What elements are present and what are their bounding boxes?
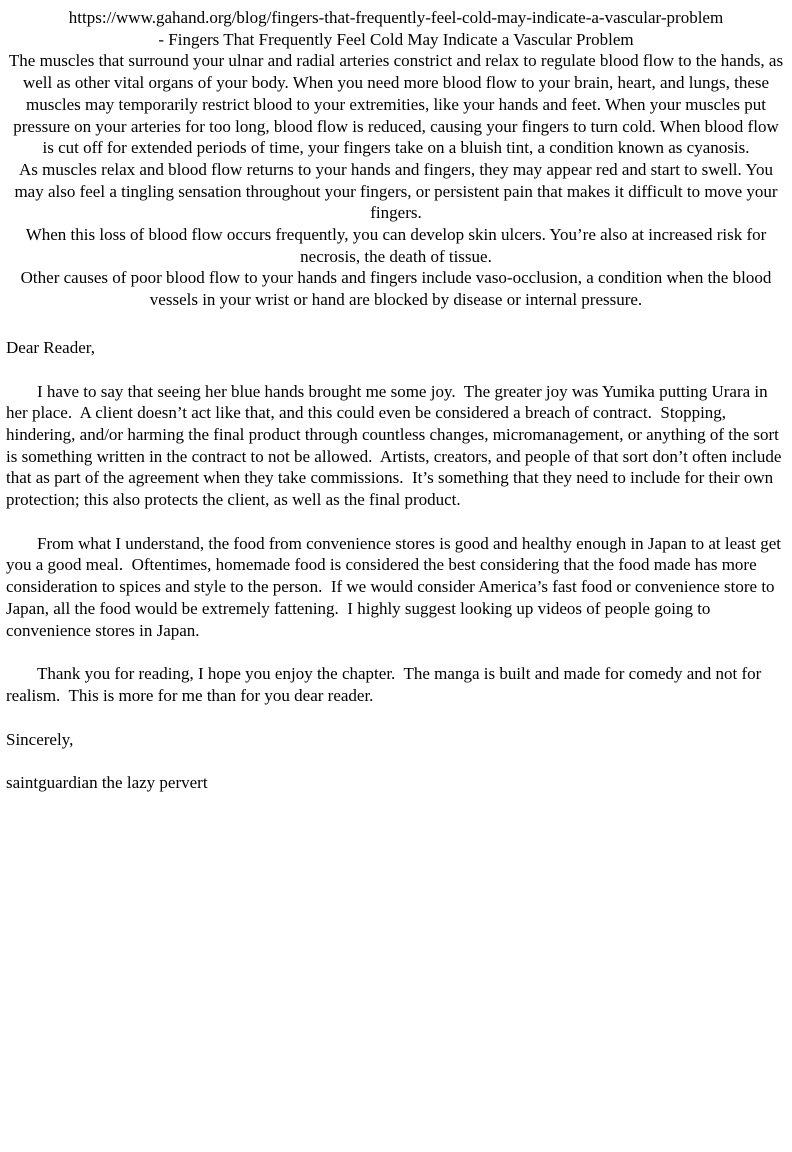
letter-paragraph: Thank you for reading, I hope you enjoy the chapter. The manga is built and made for comedy and not for realism. This is more for me than for you dear reader. — [6, 664, 766, 705]
article-url: https://www.gahand.org/blog/fingers-that-frequently-feel-cold-may-indicate-a-vascular-problem — [68, 8, 724, 27]
article-title: - Fingers That Frequently Feel Cold May Indicate a Vascular Problem — [158, 29, 634, 49]
article-paragraph: As muscles relax and blood flow returns to your hands and fingers, they may appear red and start to swell. You may also feel a tingling sensation throughout your fingers, or persistent pain that makes it difficult to move your fingers. — [14, 159, 778, 223]
letter-paragraph: From what I understand, the food from convenience stores is good and healthy enough in Japan to at least get you a good meal. Oftentimes, homemade food is considered the best considering that the food made has more consideration to spices and style to the person. If we would consider America’s fast food or convenience store to Japan, all the food would be extremely fattening. I highly suggest looking up videos of people going to convenience stores in Japan. — [6, 533, 786, 640]
letter-salutation: Dear Reader, — [6, 337, 95, 357]
author-note-letter — [6, 337, 786, 794]
letter-closing: Sincerely, — [6, 729, 74, 749]
article-paragraph: The muscles that surround your ulnar and radial arteries constrict and relax to regulate blood flow to the hands, as well as other vital organs of your body. When you need more blood flow to your brain, heart, and lungs, these muscles may temporarily restrict blood to your extremities, like your hands and feet. When your muscles put pressure on your arteries for too long, blood flow is reduced, causing your fingers to turn cold. When blood flow is cut off for extended periods of time, your fingers take on a bluish tint, a condition known as cyanosis. — [8, 51, 784, 158]
article-paragraph: When this loss of blood flow occurs frequently, you can develop skin ulcers. You’re also at increased risk for necrosis, the death of tissue. — [25, 225, 767, 266]
article-excerpt — [6, 7, 786, 311]
letter-paragraph: I have to say that seeing her blue hands brought me some joy. The greater joy was Yumika putting Urara in her place. A client doesn’t act like that, and this could even be considered a breach of contract. Stopping, hindering, and/or harming the final product through countless changes, micromanagement, or anything of the sort is something written in the contract to not be allowed. Artists, creators, and people of that sort don’t often include that as part of the agreement when they take commissions. It’s something that they need to include for their own protection; this also protects the client, as well as the final product. — [6, 381, 786, 510]
letter-signature: saintguardian the lazy pervert — [6, 773, 208, 793]
article-paragraph: Other causes of poor blood flow to your hands and fingers include vaso-occlusion, a condition when the blood vessels in your wrist or hand are blocked by disease or internal pressure. — [20, 268, 772, 310]
